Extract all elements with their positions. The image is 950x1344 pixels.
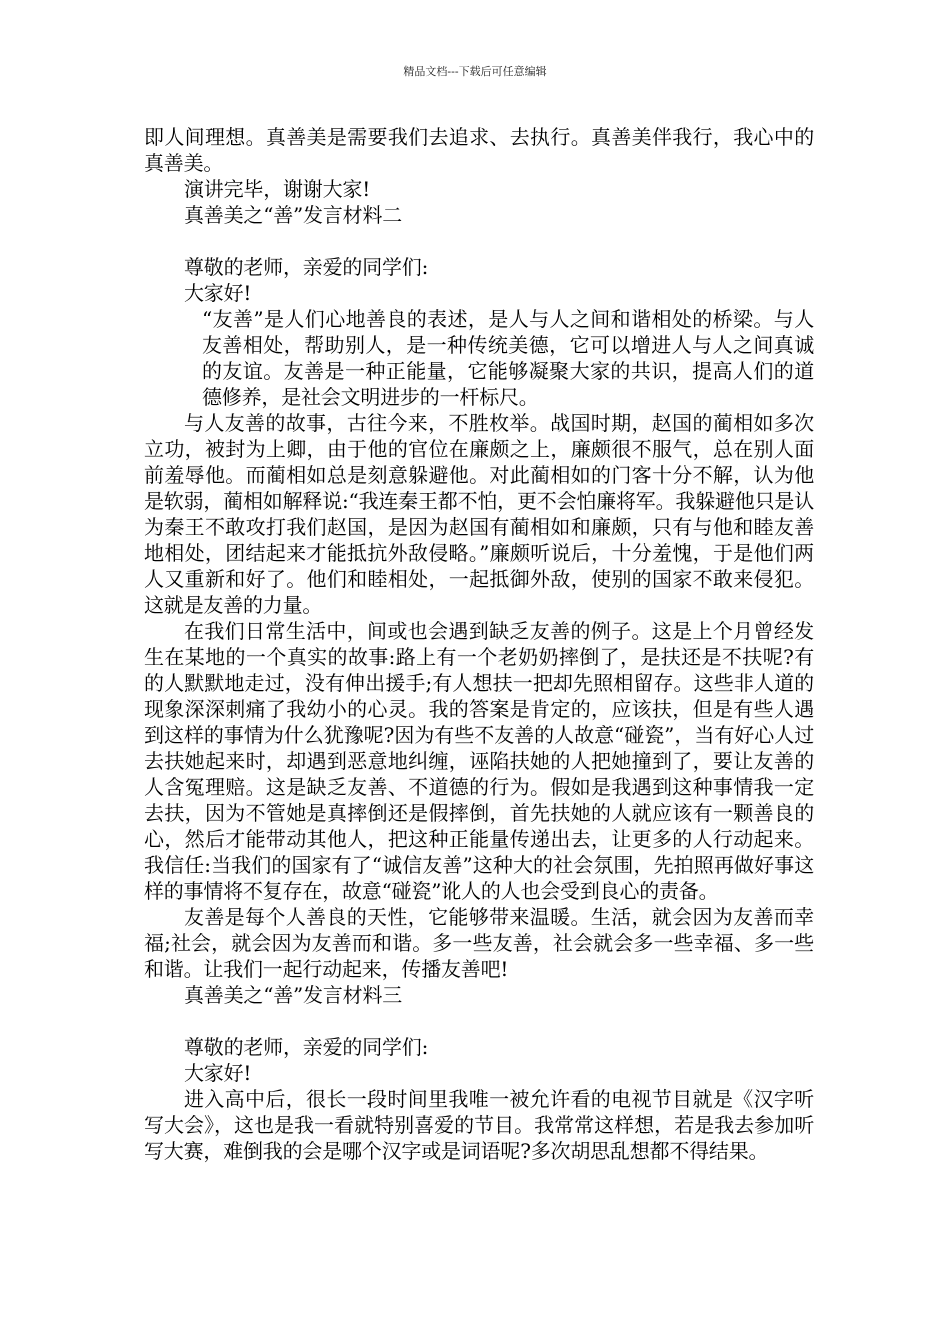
paragraph: “友善”是人们心地善良的表述，是人与人之间和谐相处的桥梁。与人友善相处，帮助别人，是一种传统美德，它可以增进人与人之间真诚的友谊。友善是一种正能量，它能够凝聚大家的共识，提高人们的道德修养，是社会文明进步的一杆标尺。 <box>202 307 814 409</box>
paragraph: 进入高中后，很长一段时间里我唯一被允许看的电视节目就是《汉字听写大会》，这也是我一看就特别喜爱的节目。我常常这样想，若是我去参加听写大赛，难倒我的会是哪个汉字或是词语呢?多次胡思乱想都不得结果。 <box>144 1087 814 1163</box>
blank-line <box>144 228 814 254</box>
greeting: 大家好! <box>184 281 252 305</box>
paragraph: 友善是每个人善良的天性，它能够带来温暖。生活，就会因为友善而幸福;社会，就会因为友善而和谐。多一些友善，社会就会多一些幸福、多一些和谐。让我们一起行动起来，传播友善吧! <box>144 905 814 981</box>
paragraph: 在我们日常生活中，间或也会遇到缺乏友善的例子。这是上个月曾经发生在某地的一个真实的故事:路上有一个老奶奶摔倒了，是扶还是不扶呢?有的人默默地走过，没有伸出援手;有人想扶一把却先照相留存。这些非人道的现象深深刺痛了我幼小的心灵。我的答案是肯定的，应该扶，但是有些人遇到这样的事情为什么犹豫呢?因为有些不友善的人故意“碰瓷”，当有好心人过去扶她起来时，却遇到恶意地纠缠，诬陷扶她的人把她撞到了，要让友善的人含冤理赔。这是缺乏友善、不道德的行为。假如是我遇到这种事情我一定去扶，因为不管她是真摔倒还是假摔倒，首先扶她的人就应该有一颗善良的心，然后才能带动其他人，把这种正能量传递出去，让更多的人行动起来。我信任:当我们的国家有了“诚信友善”这种大的社会氛围，先拍照再做好事这样的事情将不复存在，故意“碰瓷”讹人的人也会受到良心的责备。 <box>144 619 814 903</box>
paragraph: 与人友善的故事，古往今来，不胜枚举。战国时期，赵国的蔺相如多次立功，被封为上卿，由于他的官位在廉颇之上，廉颇很不服气，总在别人面前羞辱他。而蔺相如总是刻意躲避他。对此蔺相如的门客十分不解，认为他是软弱，蔺相如解释说:“我连秦王都不怕，更不会怕廉将军。我躲避他只是认为秦王不敢攻打我们赵国，是因为赵国有蔺相如和廉颇，只有与他和睦友善地相处，团结起来才能抵抗外敌侵略。”廉颇听说后，十分羞愧，于是他们两人又重新和好了。他们和睦相处，一起抵御外敌，使别的国家不敢来侵犯。这就是友善的力量。 <box>144 411 814 617</box>
section-title-two: 真善美之“善”发言材料二 <box>184 203 403 227</box>
salutation: 尊敬的老师，亲爱的同学们: <box>184 1035 429 1059</box>
closing-line: 演讲完毕，谢谢大家! <box>184 177 371 201</box>
salutation: 尊敬的老师，亲爱的同学们: <box>184 255 429 279</box>
page-header: 精品文档---下载后可任意编辑 <box>403 65 547 78</box>
section-title-three: 真善美之“善”发言材料三 <box>184 983 403 1007</box>
greeting: 大家好! <box>184 1061 252 1085</box>
document-body <box>144 124 814 1164</box>
paragraph-continuation: 即人间理想。真善美是需要我们去追求、去执行。真善美伴我行，我心中的真善美。 <box>144 125 814 175</box>
blank-line <box>144 1008 814 1034</box>
